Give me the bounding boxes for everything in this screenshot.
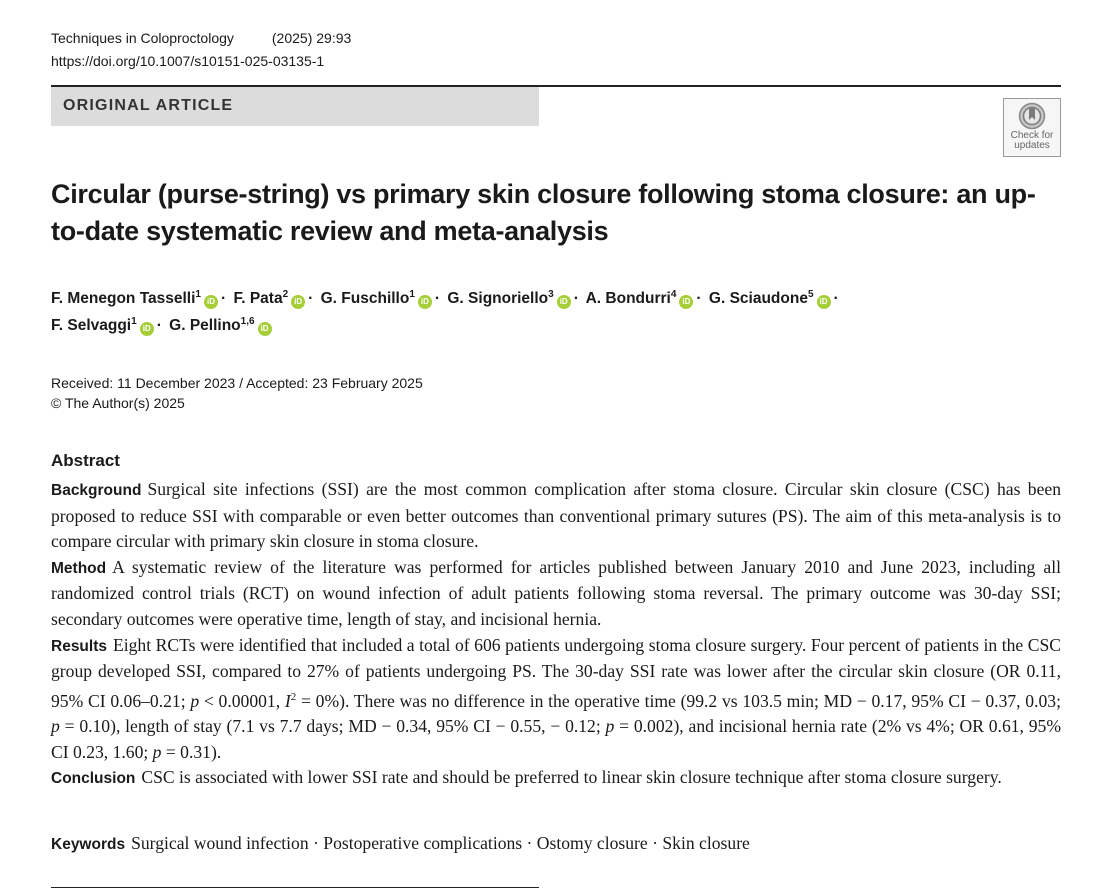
orcid-icon[interactable]: iD xyxy=(418,295,432,309)
journal-volume: (2025) 29:93 xyxy=(271,30,352,46)
author[interactable]: G. Pellino$^{1,6}$iD xyxy=(169,317,271,334)
author-list: F. Menegon Tasselli$^1$iD · F. Pata$^2$iD · G. Fuschillo$^1$iD · G. Signoriello$^3$iD · A. Bondurri$^4$iD · G. Sciaudone$^5$iD · F. Selvaggi$^1$iD · G. Pellino$^{1,6}$iD xyxy=(51,289,839,334)
author[interactable]: G. Sciaudone$^5$iD xyxy=(709,290,831,307)
abstract-heading: Abstract xyxy=(51,451,120,470)
author[interactable]: G. Fuschillo$^1$iD xyxy=(321,290,432,307)
article-title: Circular (purse-string) vs primary skin closure following stoma closure: an up-to-date systematic review and meta-analysis xyxy=(51,179,1036,246)
orcid-icon[interactable]: iD xyxy=(291,295,305,309)
doi-link[interactable]: https://doi.org/10.1007/s10151-025-03135-1 xyxy=(51,53,325,69)
author[interactable]: F. Selvaggi$^1$iD xyxy=(51,317,154,334)
section-band xyxy=(51,87,539,126)
copyright: © The Author(s) 2025 xyxy=(51,395,185,411)
author[interactable]: G. Signoriello$^3$iD xyxy=(447,290,570,307)
orcid-icon[interactable]: iD xyxy=(140,322,154,336)
footer-rule xyxy=(51,887,539,888)
keywords-text: Surgical wound infection · Postoperative complications · Ostomy closure · Skin closure xyxy=(131,833,750,853)
section-label: ORIGINAL ARTICLE xyxy=(63,97,234,114)
orcid-icon[interactable]: iD xyxy=(204,295,218,309)
journal-citation xyxy=(51,30,351,46)
orcid-icon[interactable]: iD xyxy=(557,295,571,309)
article-dates xyxy=(51,373,423,413)
author[interactable]: F. Pata$^2$iD xyxy=(233,290,305,307)
abstract-results: Results Eight RCTs were identified that included a total of 606 patients undergoing stoma closure surgery. Four percent of patients in the CSC group developed SSI, compared to 27% of patients undergoing PS. The 30-day SSI rate was lower after the circular skin closure (OR 0.11, 95% CI 0.06–0.21; p < 0.00001, $I^2 = 0\%$). There was no difference in the operative time (99.2 vs 103.5 min; MD − 0.17, 95% CI − 0.37, 0.03; p = 0.10), length of stay (7.1 vs 7.7 days; MD − 0.34, 95% CI − 0.55, − 0.12; p = 0.002), and incisional hernia rate (2% vs 4%; OR 0.61, 95% CI 0.23, 1.60; p = 0.31). xyxy=(51,634,1061,762)
abstract-conclusion: Conclusion CSC is associated with lower SSI rate and should be preferred to linear skin closure technique after stoma closure surgery. xyxy=(51,767,1002,788)
check-for-updates-text: Check for updates xyxy=(1010,130,1054,151)
abstract-method: Method A systematic review of the literature was performed for articles published between January 2010 and June 2023, including all randomized control trials (RCT) on wound infection of adult patients following stoma reversal. The primary outcome was 30-day SSI; secondary outcomes were operative time, length of stay, and incisional hernia. xyxy=(51,556,1061,629)
author[interactable]: A. Bondurri$^4$iD xyxy=(586,290,694,307)
abstract-body xyxy=(51,477,1061,792)
check-for-updates-badge[interactable] xyxy=(1003,98,1061,157)
abstract-background: Background Surgical site infections (SSI) are the most common complication after stoma closure. Circular skin closure (CSC) has been proposed to reduce SSI with comparable or even better outcomes than conventional primary sutures (PS). The aim of this meta-analysis is to compare circular with primary skin closure in stoma closure. xyxy=(51,479,1061,552)
author[interactable]: F. Menegon Tasselli$^1$iD xyxy=(51,290,218,307)
orcid-icon[interactable]: iD xyxy=(679,295,693,309)
orcid-icon[interactable]: iD xyxy=(817,295,831,309)
journal-name: Techniques in Coloproctology xyxy=(51,30,234,46)
check-for-updates-icon xyxy=(1018,102,1046,130)
received-accepted: Received: 11 December 2023 / Accepted: 23 February 2025 xyxy=(51,375,423,391)
keywords xyxy=(51,833,750,854)
orcid-icon[interactable]: iD xyxy=(258,322,272,336)
keywords-label: Keywords xyxy=(51,836,126,853)
